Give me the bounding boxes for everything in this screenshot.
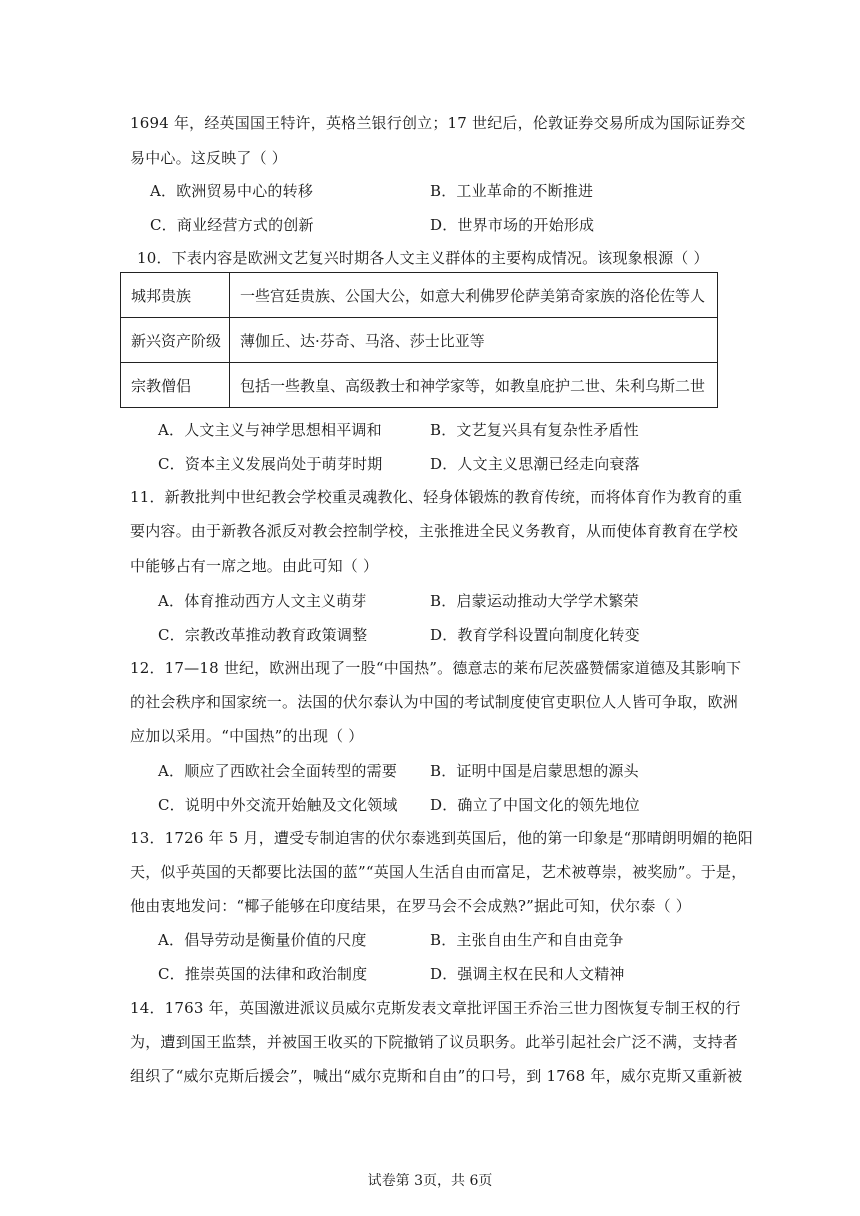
q11-stem-line-2: 要内容。由于新教各派反对教会控制学校，主张推进全民义务教育，从而使体育教育在学校: [130, 522, 739, 540]
humanist-groups-table: [120, 272, 718, 408]
q12-option-d[interactable]: D．确立了中国文化的领先地位: [430, 796, 640, 814]
q12-option-b[interactable]: B．证明中国是启蒙思想的源头: [430, 762, 639, 780]
table-cell: 宗教僧侣: [121, 363, 230, 408]
q9-option-d[interactable]: D．世界市场的开始形成: [430, 216, 595, 234]
q13-option-a[interactable]: A．倡导劳动是衡量价值的尺度: [158, 931, 367, 949]
q12-stem-line-2: 的社会秩序和国家统一。法国的伏尔泰认为中国的考试制度使官吏职位人人皆可争取，欧洲: [130, 693, 739, 711]
q9-option-c[interactable]: C．商业经营方式的创新: [150, 216, 314, 234]
q13-stem-line-3: 他由衷地发问：“椰子能够在印度结果，在罗马会不会成熟?”据此可知，伏尔泰（ ）: [130, 897, 691, 915]
q13-stem-line-1: 13．1726 年 5 月，遭受专制迫害的伏尔泰逃到英国后，他的第一印象是“那晴朗明媚的艳阳: [130, 829, 753, 847]
q14-stem-line-1: 14．1763 年，英国激进派议员威尔克斯发表文章批评国王乔治三世力图恢复专制王权的行: [130, 999, 741, 1017]
table-cell: 包括一些教皇、高级教士和神学家等，如教皇庇护二世、朱利乌斯二世: [230, 363, 718, 408]
q9-option-a[interactable]: A．欧洲贸易中心的转移: [150, 182, 314, 200]
q10-option-c[interactable]: C．资本主义发展尚处于萌芽时期: [158, 455, 383, 473]
q11-option-a[interactable]: A．体育推动西方人文主义萌芽: [158, 592, 367, 610]
table-row: [121, 273, 718, 318]
q10-option-a[interactable]: A．人文主义与神学思想相平调和: [158, 421, 382, 439]
table-row: [121, 318, 718, 363]
q11-option-c[interactable]: C．宗教改革推动教育政策调整: [158, 626, 368, 644]
q10-stem: 10．下表内容是欧洲文艺复兴时期各人文主义群体的主要构成情况。该现象根源（ ）: [137, 249, 709, 267]
q9-stem-line-1: 1694 年，经英国国王特许，英格兰银行创立；17 世纪后，伦敦证券交易所成为国际证券交: [130, 114, 746, 132]
q9-stem-line-2: 易中心。这反映了（ ）: [130, 149, 287, 167]
q14-stem-line-2: 为，遭到国王监禁，并被国王收买的下院撤销了议员职务。此举引起社会广泛不满，支持者: [130, 1033, 739, 1051]
q11-option-b[interactable]: B．启蒙运动推动大学学术繁荣: [430, 592, 639, 610]
page-footer: 试卷第 3页，共 6页: [367, 1173, 493, 1189]
table-row: [121, 363, 718, 408]
q11-option-d[interactable]: D．教育学科设置向制度化转变: [430, 626, 640, 644]
q11-stem-line-3: 中能够占有一席之地。由此可知（ ）: [130, 557, 379, 575]
q13-option-d[interactable]: D．强调主权在民和人文精神: [430, 965, 625, 983]
table-cell: 一些宫廷贵族、公国大公，如意大利佛罗伦萨美第奇家族的洛伦佐等人: [230, 273, 718, 318]
q11-stem-line-1: 11．新教批判中世纪教会学校重灵魂教化、轻身体锻炼的教育传统，而将体育作为教育的重: [130, 488, 743, 506]
q9-option-b[interactable]: B．工业革命的不断推进: [430, 182, 594, 200]
q10-option-d[interactable]: D．人文主义思潮已经走向衰落: [430, 455, 640, 473]
q12-stem-line-3: 应加以采用。“中国热”的出现（ ）: [130, 727, 364, 745]
table-cell: 薄伽丘、达·芬奇、马洛、莎士比亚等: [230, 318, 718, 363]
q14-stem-line-3: 组织了“威尔克斯后援会”，喊出“威尔克斯和自由”的口号，到 1768 年，威尔克斯又重新被: [130, 1067, 743, 1085]
q10-option-b[interactable]: B．文艺复兴具有复杂性矛盾性: [430, 421, 639, 439]
q12-option-a[interactable]: A．顺应了西欧社会全面转型的需要: [158, 762, 398, 780]
table-cell: 城邦贵族: [121, 273, 230, 318]
q13-option-b[interactable]: B．主张自由生产和自由竞争: [430, 931, 624, 949]
table-cell: 新兴资产阶级: [121, 318, 230, 363]
q13-stem-line-2: 天，似乎英国的天都要比法国的蓝”“英国人生活自由而富足，艺术被尊崇，被奖励”。于是，: [130, 863, 747, 881]
q12-option-c[interactable]: C．说明中外交流开始触及文化领域: [158, 796, 398, 814]
q12-stem-line-1: 12．17—18 世纪，欧洲出现了一股“中国热”。德意志的莱布尼茨盛赞儒家道德及其影响下: [130, 659, 742, 677]
q13-option-c[interactable]: C．推崇英国的法律和政治制度: [158, 965, 368, 983]
